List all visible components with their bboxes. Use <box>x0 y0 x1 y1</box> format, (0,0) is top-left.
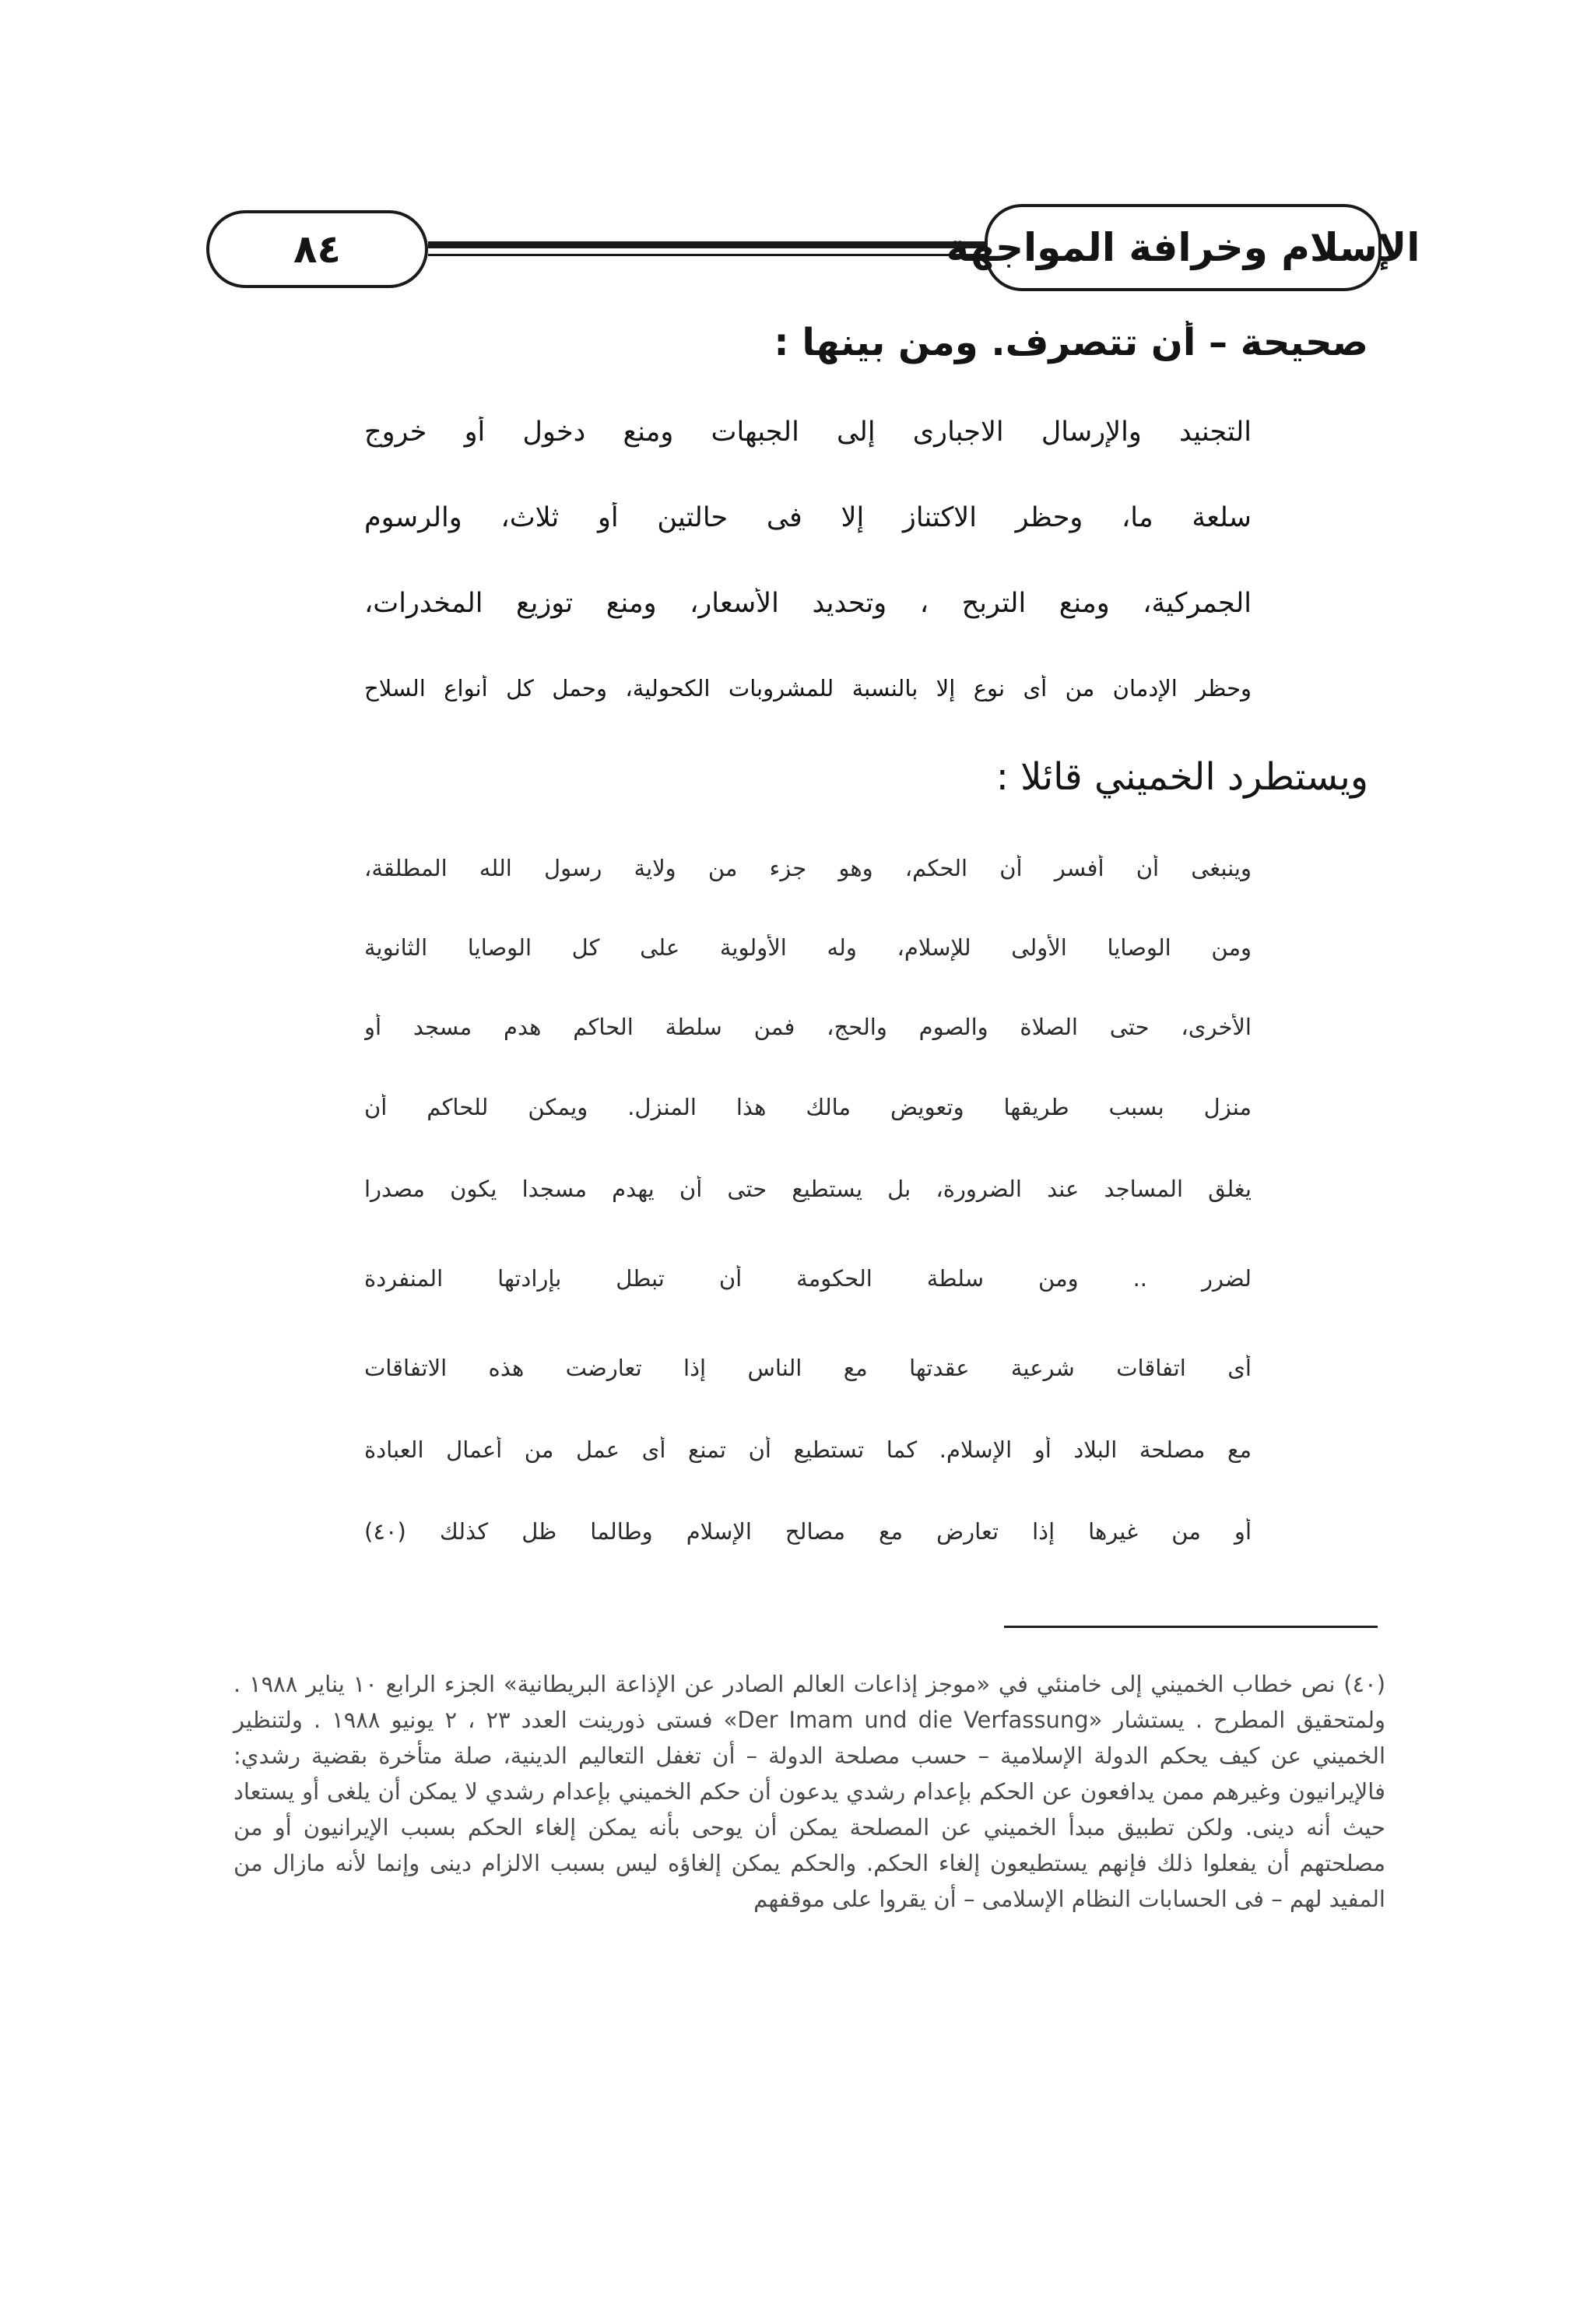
quote-line: لضرر .. ومن سلطة الحكومة أن تبطل بإرادتها المنفردة <box>364 1265 1252 1292</box>
page-number-frame <box>206 210 428 288</box>
transition-line: ويستطرد الخميني قائلا : <box>995 755 1368 799</box>
quote-line: مع مصلحة البلاد أو الإسلام. كما تستطيع أن تمنع أى عمل من أعمال العبادة <box>364 1436 1252 1463</box>
book-title-frame <box>946 204 1420 291</box>
quote-line: أو من غيرها إذا تعارض مع مصالح الإسلام وطالما ظل كذلك (٤٠) <box>364 1518 1252 1545</box>
list-line: الجمركية، ومنع التربح ، وتحديد الأسعار، ومنع توزيع المخدرات، <box>364 588 1252 619</box>
quote-line: الأخرى، حتى الصلاة والصوم والحج، فمن سلطة الحاكم هدم مسجد أو <box>364 1014 1252 1040</box>
quote-line: يغلق المساجد عند الضرورة، بل يستطيع حتى أن يهدم مسجدا يكون مصدرا <box>364 1176 1252 1202</box>
intro-line: صحيحة – أن تتصرف. ومن بينها : <box>774 321 1368 364</box>
book-title: الإسلام وخرافة المواجهة <box>946 225 1420 270</box>
quote-line: وينبغى أن أفسر أن الحكم، وهو جزء من ولاية رسول الله المطلقة، <box>364 855 1252 881</box>
page-number: ٨٤ <box>293 227 342 272</box>
list-line: التجنيد والإرسال الاجبارى إلى الجبهات ومنع دخول أو خروج <box>364 417 1252 448</box>
quote-line: ومن الوصايا الأولى للإسلام، وله الأولوية على كل الوصايا الثانوية <box>364 934 1252 961</box>
quote-line: منزل بسبب طريقها وتعويض مالك هذا المنزل. ويمكن للحاكم أن <box>364 1094 1252 1120</box>
page-header <box>198 204 1420 294</box>
footnote: (٤٠) نص خطاب الخميني إلى خامنئي في «موجز إذاعات العالم الصادر عن الإذاعة البريطانية» الجزء الرابع ١٠ يناير ١٩٨٨ . ولمتحقيق المطرح . يستشار «Der Imam und die Verfassung» فستى ذورينت العدد ٢٣ ، ٢ يونيو ١٩٨٨ . ولتنظير الخميني عن كيف يحكم الدولة الإسلامية – حسب مصلحة الدولة – أن تغفل التعاليم الدينية، صلة متأخرة بقضية رشدي: فالإيرانيون وغيرهم ممن يدافعون عن الحكم بإعدام رشدي يدعون أن حكم الخميني بإعدام رشدي لا يمكن أن يلغى أو يستعاد حيث أنه دينى. ولكن تطبيق مبدأ الخميني عن المصلحة يمكن أن يوحى بأنه يمكن إلغاء الحكم بسبب الإيرانيون أو من مصلحتهم أن يفعلوا ذلك فإنهم يستطيعون إلغاء الحكم. والحكم يمكن إلغاؤه ليس بسبب الالزام دينى وإنما لأنه مازال من المفيد لهم – فى الحسابات النظام الإسلامى – أن يقروا على موقفهم <box>233 1671 1386 1912</box>
list-line: وحظر الإدمان من أى نوع إلا بالنسبة للمشروبات الكحولية، وحمل كل أنواع السلاح <box>364 675 1252 701</box>
header-rule-thick <box>428 241 985 248</box>
header-rule-thin <box>428 254 985 256</box>
list-line: سلعة ما، وحظر الاكتناز إلا فى حالتين أو ثلاث، والرسوم <box>364 502 1252 533</box>
quote-line: أى اتفاقات شرعية عقدتها مع الناس إذا تعارضت هذه الاتفاقات <box>364 1355 1252 1381</box>
footnote-separator <box>1004 1626 1378 1628</box>
